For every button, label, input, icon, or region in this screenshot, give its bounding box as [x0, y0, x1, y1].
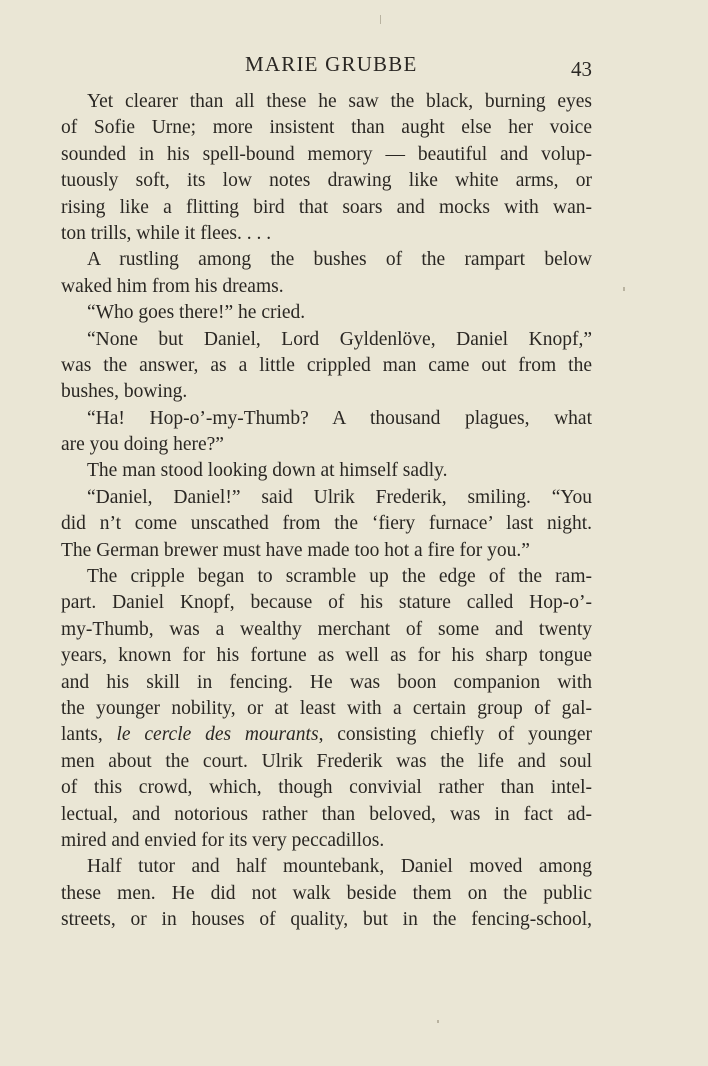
text-line: “None but Daniel, Lord Gyldenlöve, Daniel Knopf,” — [87, 328, 592, 350]
paper-speck — [623, 287, 625, 291]
page-number: 43 — [571, 57, 592, 81]
text-line: lectual, and notorious rather than beloved, was in fact ad- — [61, 803, 592, 825]
text-line: was the answer, as a little crippled man came out from the — [61, 354, 592, 376]
text-line: ton trills, while it flees. . . . — [61, 222, 272, 244]
text-line-segment: , consisting chiefly of younger — [318, 724, 592, 746]
text-line — [61, 722, 592, 748]
text-line: did n’t come unscathed from the ‘fiery furnace’ last night. — [61, 513, 592, 535]
text-line: rising like a flitting bird that soars and mocks with wan- — [61, 196, 592, 218]
text-line: sounded in his spell-bound memory — beautiful and volup- — [61, 143, 592, 165]
text-line: Yet clearer than all these he saw the black, burning eyes — [87, 91, 592, 112]
text-line: A rustling among the bushes of the rampart below — [87, 249, 592, 271]
italic-phrase: le cercle des mourants — [116, 724, 319, 746]
running-title: MARIE GRUBBE — [245, 52, 418, 76]
text-line: “Ha! Hop-o’-my-Thumb? A thousand plagues, what — [87, 407, 592, 429]
text-line: mired and envied for its very peccadillos. — [61, 829, 385, 851]
text-line: bushes, bowing. — [61, 381, 188, 403]
text-line: The man stood looking down at himself sadly. — [87, 460, 448, 482]
text-line: my-Thumb, was a wealthy merchant of some and twenty — [61, 618, 592, 640]
text-line: The German brewer must have made too hot a fire for you.” — [61, 539, 530, 561]
paper-speck — [380, 15, 381, 24]
text-line: “Daniel, Daniel!” said Ulrik Frederik, smiling. “You — [87, 486, 592, 508]
page-header — [0, 50, 708, 80]
body-text — [61, 89, 592, 934]
text-line: The cripple began to scramble up the edge of the ram- — [87, 566, 592, 588]
text-line: waked him from his dreams. — [61, 275, 284, 297]
text-line: part. Daniel Knopf, because of his stature called Hop-o’- — [61, 592, 592, 614]
text-line: these men. He did not walk beside them on the public — [61, 882, 592, 904]
text-line: tuously soft, its low notes drawing like white arms, or — [61, 170, 592, 192]
paper-speck — [437, 1020, 439, 1023]
text-line: the younger nobility, or at least with a certain group of gal- — [61, 697, 592, 719]
text-line: and his skill in fencing. He was boon companion with — [61, 671, 592, 693]
text-line: streets, or in houses of quality, but in the fencing-school, — [61, 909, 592, 931]
text-line: are you doing here?” — [61, 434, 224, 456]
text-line: Half tutor and half mountebank, Daniel moved among — [87, 856, 592, 878]
text-line: men about the court. Ulrik Frederik was the life and soul — [61, 750, 592, 772]
text-line: of this crowd, which, though convivial rather than intel- — [61, 777, 592, 799]
text-line: years, known for his fortune as well as for his sharp tongue — [61, 645, 592, 667]
text-line-segment: lants, — [61, 724, 117, 746]
text-line: “Who goes there!” he cried. — [87, 302, 306, 324]
text-line: of Sofie Urne; more insistent than aught else her voice — [61, 117, 592, 139]
